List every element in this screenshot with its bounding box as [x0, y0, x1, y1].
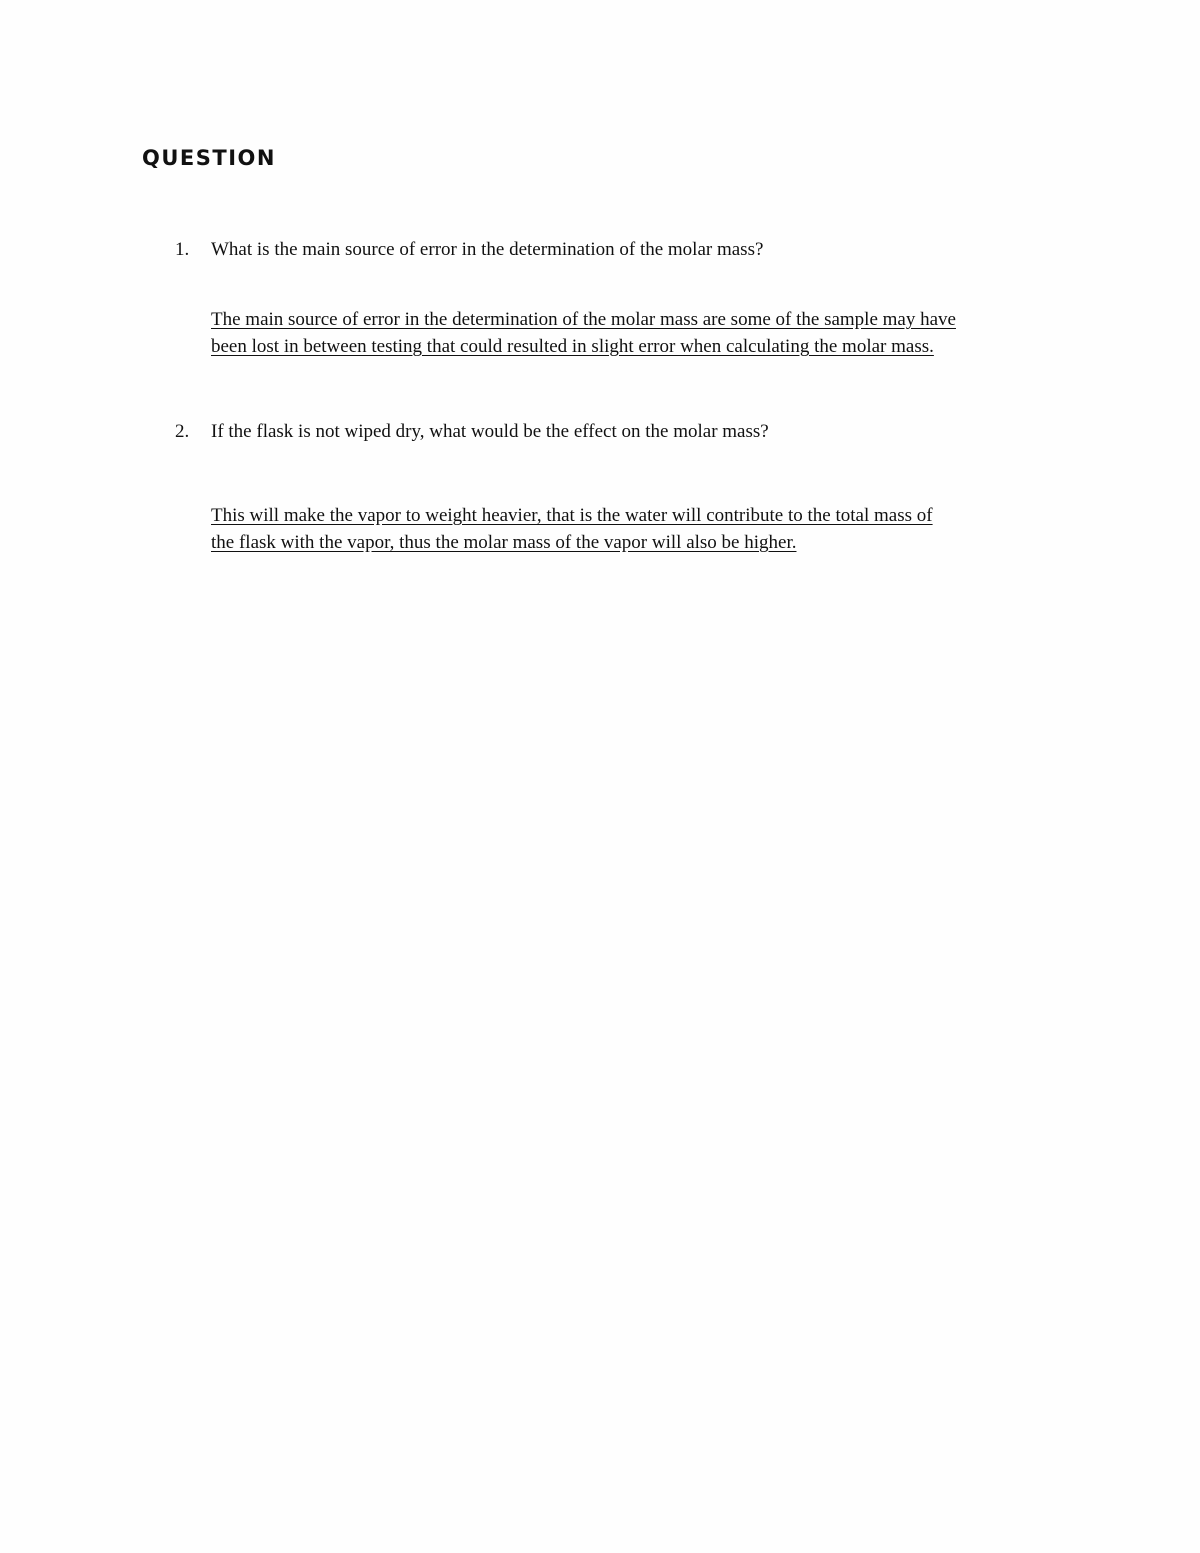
question-text: What is the main source of error in the determination of the molar mass? — [211, 239, 764, 260]
answer-line: This will make the vapor to weight heavier, that is the water will contribute to the total mass of — [211, 505, 933, 526]
answer-text — [211, 306, 1071, 360]
section-heading: QUESTION — [142, 146, 276, 170]
answer-line: The main source of error in the determination of the molar mass are some of the sample may have — [211, 309, 956, 330]
question-number: 2. — [175, 421, 190, 442]
answer-line: been lost in between testing that could resulted in slight error when calculating the molar mass. — [211, 336, 934, 357]
question-text: If the flask is not wiped dry, what would be the effect on the molar mass? — [211, 421, 769, 442]
answer-text — [211, 502, 1071, 556]
answer-line: the flask with the vapor, thus the molar mass of the vapor will also be higher. — [211, 532, 797, 553]
question-number: 1. — [175, 239, 190, 260]
